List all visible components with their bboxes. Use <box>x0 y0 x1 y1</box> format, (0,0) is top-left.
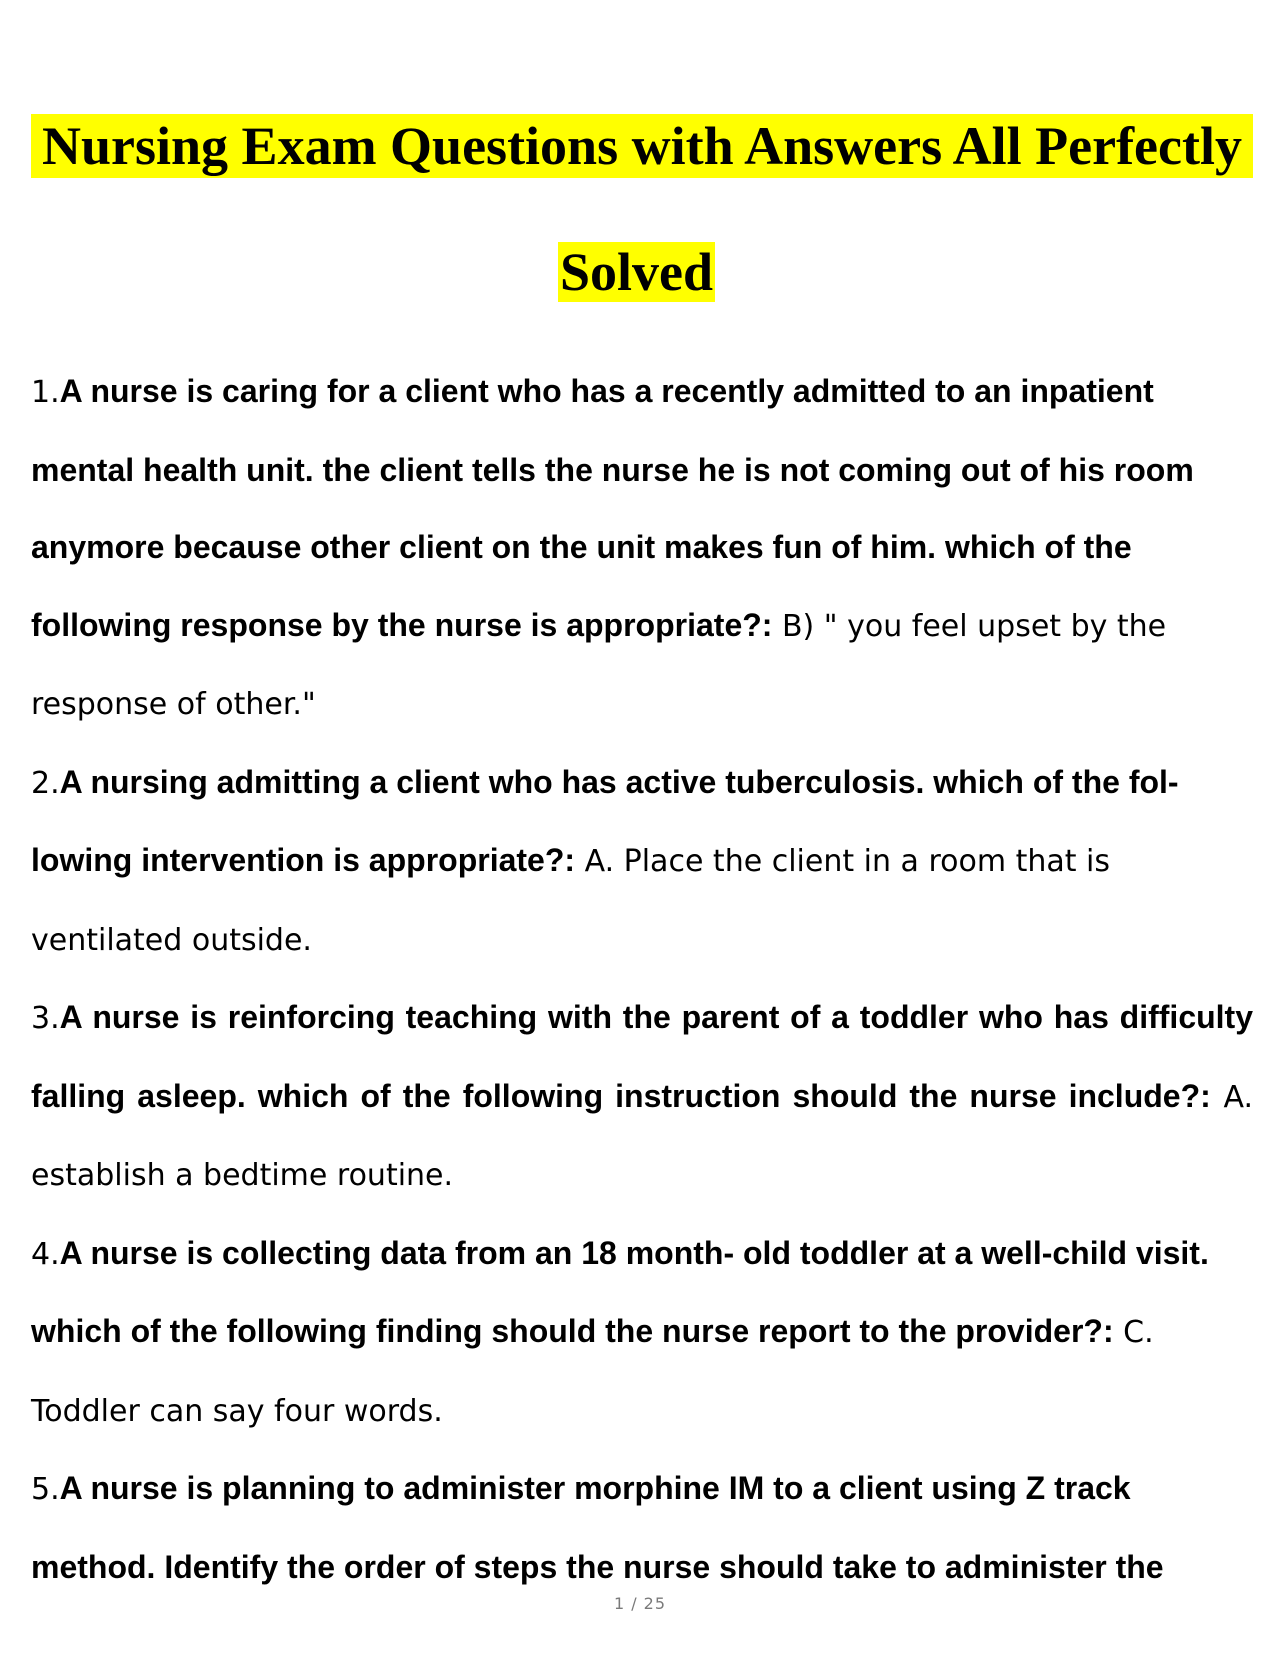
question-number: 4. <box>31 1236 60 1272</box>
question-item-5 <box>31 1450 1253 1607</box>
question-text: A nursing admitting a client who has active tuberculosis. which of the following intervention is appropriate?: <box>31 763 1179 878</box>
question-number: 2. <box>31 765 60 801</box>
question-text: A nurse is collecting data from an 18 month- old toddler at a well-child visit. which of the following finding should the nurse report to the provider?: <box>31 1234 1209 1349</box>
question-number: 1. <box>31 375 60 410</box>
question-list <box>31 353 1253 1607</box>
question-item-4 <box>31 1215 1253 1451</box>
answer-text: A. Place the client in a room that is ventilated outside. <box>31 844 1111 958</box>
document-title-line-2 <box>558 240 715 304</box>
question-text: A nurse is planning to administer morphine IM to a client using Z track method. Identify the order of steps the nurse should take to administer the <box>31 1470 1164 1585</box>
page-indicator: 1 / 25 <box>613 1594 667 1613</box>
question-number: 3. <box>31 1001 60 1036</box>
question-item-2 <box>31 744 1253 980</box>
question-item-1 <box>31 353 1253 744</box>
question-item-3 <box>31 979 1253 1215</box>
question-text: A nurse is caring for a client who has a recently admitted to an inpatient mental health unit. the client tells the nurse he is not coming out of his room anymore because other client on the unit makes fun of him. which of the following response by the nurse is appropriate?: <box>31 373 1194 643</box>
question-number: 5. <box>31 1472 60 1507</box>
answer-text: B) " you feel upset by the response of other." <box>31 608 1167 722</box>
document-title-line-1 <box>31 114 1253 178</box>
answer-text: A. establish a bedtime routine. <box>31 1079 1253 1193</box>
question-text: A nurse is reinforcing teaching with the parent of a toddler who has difficulty falling asleep. which of the following instruction should the nurse include?: <box>31 999 1253 1114</box>
answer-text: C. Toddler can say four words. <box>31 1315 1154 1429</box>
title-highlight: Solved <box>560 242 714 302</box>
title-highlight: Nursing Exam Questions with Answers All Perfectly <box>31 114 1253 178</box>
